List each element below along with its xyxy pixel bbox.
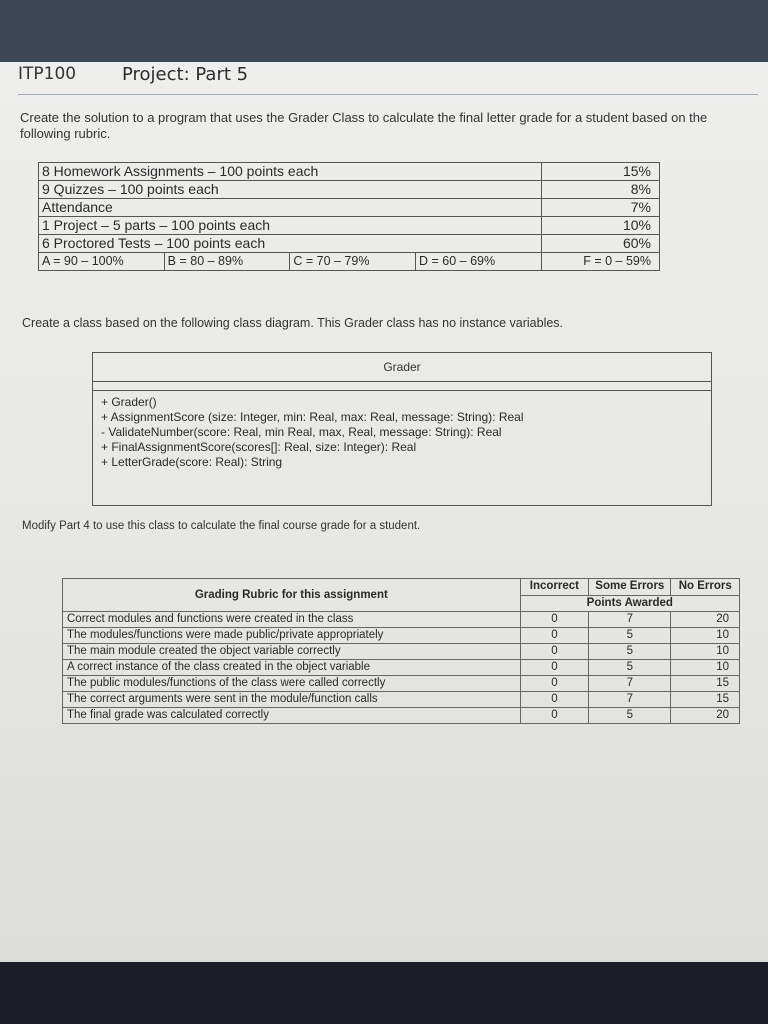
rubric-label: Attendance xyxy=(39,199,542,217)
rubric-percent: 15% xyxy=(541,163,659,181)
criterion-label: The modules/functions were made public/private appropriately xyxy=(63,628,521,644)
page-header xyxy=(18,64,758,95)
table-row xyxy=(63,660,740,676)
incorrect-points: 0 xyxy=(520,612,589,628)
some-errors-points: 5 xyxy=(589,628,671,644)
column-header-some-errors: Some Errors xyxy=(589,579,671,596)
class-diagram xyxy=(92,352,712,506)
method-item: - ValidateNumber(score: Real, min Real, max, Real, message: String): Real xyxy=(101,425,502,439)
monitor-top-bezel xyxy=(0,0,768,62)
no-errors-points: 10 xyxy=(671,660,740,676)
grade-scale-b: B = 80 – 89% xyxy=(164,253,290,271)
rubric-label: 9 Quizzes – 100 points each xyxy=(39,181,542,199)
page-title: Project: Part 5 xyxy=(122,64,249,85)
incorrect-points: 0 xyxy=(520,708,589,724)
no-errors-points: 10 xyxy=(671,644,740,660)
monitor-bottom-bezel xyxy=(0,962,768,1024)
some-errors-points: 7 xyxy=(589,692,671,708)
points-awarded-header: Points Awarded xyxy=(520,595,739,612)
table-row xyxy=(63,612,740,628)
column-header-no-errors: No Errors xyxy=(671,579,740,596)
grade-weight-table xyxy=(38,162,660,271)
table-row xyxy=(63,708,740,724)
table-row xyxy=(39,217,660,235)
table-row xyxy=(39,163,660,181)
table-header-row xyxy=(63,579,740,596)
incorrect-points: 0 xyxy=(520,692,589,708)
grade-scale-a: A = 90 – 100% xyxy=(39,253,165,271)
grade-scale-c: C = 70 – 79% xyxy=(290,253,416,271)
letter-grade-row xyxy=(39,253,660,271)
grade-scale-d: D = 60 – 69% xyxy=(416,253,542,271)
rubric-percent: 8% xyxy=(541,181,659,199)
incorrect-points: 0 xyxy=(520,644,589,660)
some-errors-points: 5 xyxy=(589,644,671,660)
table-row xyxy=(39,199,660,217)
course-code: ITP100 xyxy=(18,64,77,84)
criterion-label: The correct arguments were sent in the module/function calls xyxy=(63,692,521,708)
criterion-label: The final grade was calculated correctly xyxy=(63,708,521,724)
some-errors-points: 5 xyxy=(589,660,671,676)
grading-title: Grading Rubric for this assignment xyxy=(63,579,521,612)
grading-rubric-table xyxy=(62,578,740,724)
intro-paragraph: Create the solution to a program that uses the Grader Class to calculate the final letter grade for a student based on the following rubric. xyxy=(20,110,708,141)
rubric-percent: 60% xyxy=(541,235,659,253)
table-row xyxy=(63,644,740,660)
method-item: + AssignmentScore (size: Integer, min: Real, max: Real, message: String): Real xyxy=(101,410,524,424)
no-errors-points: 20 xyxy=(671,612,740,628)
criterion-label: The public modules/functions of the class were called correctly xyxy=(63,676,521,692)
method-item: + LetterGrade(score: Real): String xyxy=(101,455,283,469)
rubric-percent: 10% xyxy=(541,217,659,235)
rubric-label: 8 Homework Assignments – 100 points each xyxy=(39,163,542,181)
some-errors-points: 7 xyxy=(589,612,671,628)
criterion-label: A correct instance of the class created in the object variable xyxy=(63,660,521,676)
no-errors-points: 15 xyxy=(671,676,740,692)
incorrect-points: 0 xyxy=(520,628,589,644)
incorrect-points: 0 xyxy=(520,676,589,692)
column-header-incorrect: Incorrect xyxy=(520,579,589,596)
no-errors-points: 10 xyxy=(671,628,740,644)
table-row xyxy=(39,181,660,199)
table-row xyxy=(39,235,660,253)
table-row xyxy=(63,692,740,708)
some-errors-points: 5 xyxy=(589,708,671,724)
class-name: Grader xyxy=(93,353,711,382)
incorrect-points: 0 xyxy=(520,660,589,676)
grade-scale-f: F = 0 – 59% xyxy=(541,253,659,271)
some-errors-points: 7 xyxy=(589,676,671,692)
rubric-label: 6 Proctored Tests – 100 points each xyxy=(39,235,542,253)
modify-instruction: Modify Part 4 to use this class to calculate the final course grade for a student. xyxy=(22,520,421,532)
method-item: + Grader() xyxy=(101,395,157,409)
attributes-section xyxy=(93,382,711,391)
table-row xyxy=(63,628,740,644)
class-diagram-intro: Create a class based on the following class diagram. This Grader class has no instance variables. xyxy=(22,316,564,330)
methods-section xyxy=(93,391,711,474)
no-errors-points: 20 xyxy=(671,708,740,724)
no-errors-points: 15 xyxy=(671,692,740,708)
criterion-label: The main module created the object variable correctly xyxy=(63,644,521,660)
rubric-percent: 7% xyxy=(541,199,659,217)
table-row xyxy=(63,676,740,692)
method-item: + FinalAssignmentScore(scores[]: Real, size: Integer): Real xyxy=(101,440,417,454)
rubric-label: 1 Project – 5 parts – 100 points each xyxy=(39,217,542,235)
criterion-label: Correct modules and functions were created in the class xyxy=(63,612,521,628)
